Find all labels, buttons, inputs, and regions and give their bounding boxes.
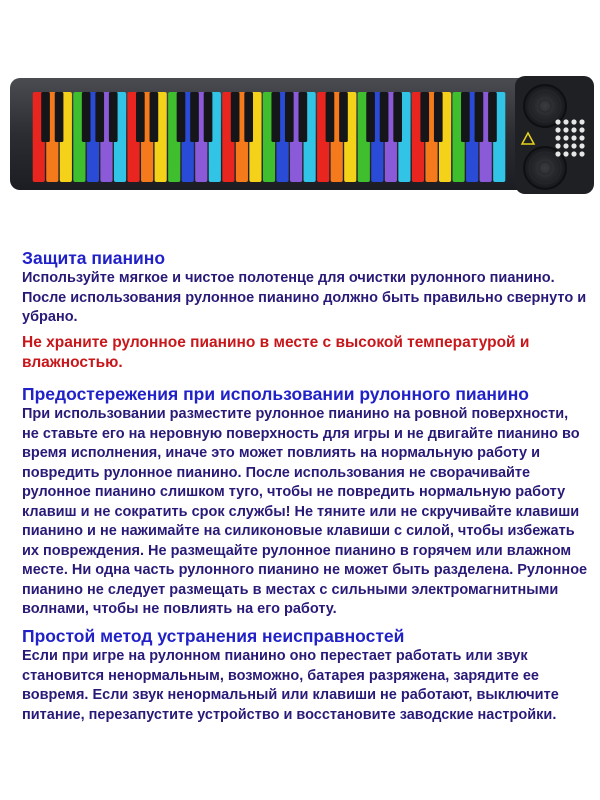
troubleshooting-body: Если при игре на рулонном пианино оно перестает работать или звук становится ненормальным, возможно, батарея разряжена, зарядите ее вовремя. Если звук ненормальный или клавиши не работают, выключите питание, перезапустите устройство и восстановите заводские настройки. [22, 648, 559, 723]
control-button [571, 119, 576, 124]
precautions-section [22, 384, 588, 620]
troubleshooting-section [22, 626, 588, 725]
black-key [41, 92, 50, 142]
control-button [579, 127, 584, 132]
control-button [555, 119, 560, 124]
black-key [488, 92, 497, 142]
control-button [555, 151, 560, 156]
piano-keys [33, 92, 506, 182]
black-key [380, 92, 389, 142]
control-button [579, 143, 584, 148]
control-button [571, 135, 576, 140]
black-key [95, 92, 104, 142]
control-button [571, 151, 576, 156]
black-key [434, 92, 443, 142]
control-button [579, 151, 584, 156]
black-key [285, 92, 294, 142]
precautions-heading: Предостережения при использовании рулонного пианино [22, 384, 529, 404]
protection-heading: Защита пианино [22, 248, 166, 268]
protection-section [22, 248, 588, 328]
black-key [177, 92, 186, 142]
protection-body: Используйте мягкое и чистое полотенце для очистки рулонного пианино. После использования рулонное пианино должно быть правильно свернуто и убрано. [22, 270, 587, 325]
black-key [366, 92, 375, 142]
black-key [244, 92, 253, 142]
roll-up-piano-image [10, 76, 594, 194]
black-key [136, 92, 145, 142]
control-button [555, 143, 560, 148]
control-button [563, 143, 568, 148]
control-button [571, 143, 576, 148]
black-key [82, 92, 91, 142]
control-button [579, 135, 584, 140]
black-key [109, 92, 118, 142]
black-key [420, 92, 429, 142]
black-key [393, 92, 402, 142]
control-button [555, 127, 560, 132]
control-button [579, 119, 584, 124]
warning-text: Не храните рулонное пианино в месте с высокой температурой и влажностью. [22, 334, 530, 371]
precautions-body: При использовании разместите рулонное пианино на ровной поверхности, не ставьте его на неровную поверхность для игры и не двигайте пианино во время исполнения, иначе это может повлиять на нормальную работу и повредить рулонное пианино. После использования не сворачивайте рулонное пианино слишком туго, чтобы не повредить нормальную работу клавиш и не сократить срок службы! Не тяните или не скручивайте клавиши пианино и не нажимайте на силиконовые клавиши с силой, чтобы избежать их повреждения. Не размещайте рулонное пианино в горячем или влажном месте. Ни одна часть рулонного пианино не может быть разделена. Рулонное пианино не следует размещать в местах с сильными электромагнитными волнами, чтобы не повлиять на его работу. [22, 406, 588, 617]
control-button [563, 135, 568, 140]
black-key [55, 92, 64, 142]
black-key [271, 92, 280, 142]
control-button [563, 119, 568, 124]
black-key [299, 92, 308, 142]
control-button [563, 127, 568, 132]
black-key [231, 92, 240, 142]
black-key [475, 92, 484, 142]
black-key [204, 92, 213, 142]
troubleshooting-heading: Простой метод устранения неисправностей [22, 626, 405, 646]
control-button [555, 135, 560, 140]
black-key [461, 92, 470, 142]
black-key [326, 92, 335, 142]
black-key [339, 92, 348, 142]
control-button [571, 127, 576, 132]
black-key [190, 92, 199, 142]
black-key [150, 92, 159, 142]
warning-section [22, 333, 588, 373]
control-button [563, 151, 568, 156]
